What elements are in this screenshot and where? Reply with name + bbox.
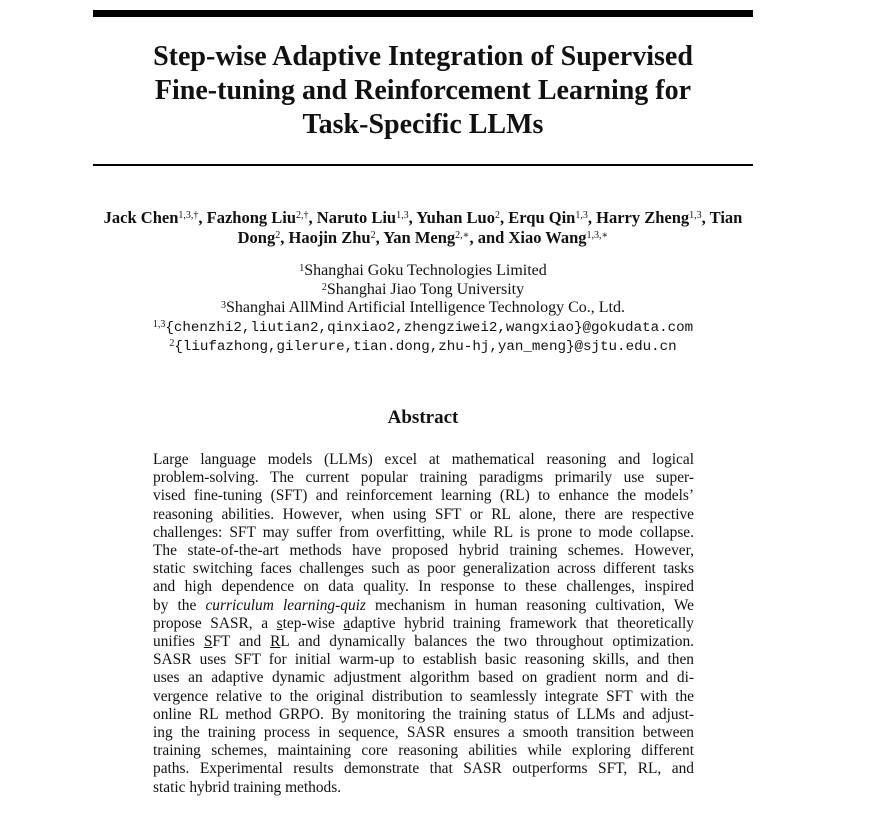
author-affiliation-sup: 1,3	[689, 210, 702, 221]
abstract-line: static hybrid training methods.	[153, 778, 342, 796]
author-affiliation-sup: 1,3,†	[178, 210, 199, 221]
author-affiliation-sup: 2	[275, 230, 281, 241]
author-affiliation-sup: 1,3,∗	[586, 230, 609, 241]
author-affiliation-sup: 1,3	[575, 210, 588, 221]
affiliation-text: Shanghai Goku Technologies Limited	[304, 262, 547, 279]
title-line: Fine-tuning and Reinforcement Learning for	[154, 75, 692, 106]
author	[104, 208, 199, 227]
title-line: Task-Specific LLMs	[302, 109, 544, 140]
author-affiliation-sup: 1,3	[396, 210, 409, 221]
author	[596, 208, 702, 227]
abstract-line: uses an adaptive dynamic adjustment algorithm based on gradient norm and di-	[153, 669, 694, 687]
author	[416, 208, 500, 227]
affiliations-block	[93, 262, 753, 357]
author-name: Haojin Zhu	[288, 228, 371, 247]
abstract-line: paths. Experimental results demonstrate that SASR outperforms SFT, RL, and	[153, 760, 694, 778]
abstract-body	[153, 451, 694, 797]
abstract-line: online RL method GRPO. By monitoring the training status of LLMs and adjust-	[153, 705, 694, 723]
author-name: Harry Zheng	[596, 208, 690, 227]
author	[317, 208, 409, 227]
affiliation-sup: 3	[221, 300, 227, 311]
abstract-line: vergence relative to the original distribution to seamlessly integrate SFT with the	[153, 687, 694, 705]
abstract-line: problem-solving. The current popular training paradigms primarily use super-	[153, 469, 694, 487]
email-text: {chenzhi2,liutian2,qinxiao2,zhengziwei2,wangxiao}@gokudata.com	[165, 319, 694, 336]
author-name: Tian Dong	[237, 208, 743, 247]
author-name: Jack Chen	[103, 208, 179, 227]
author-affiliation-sup: 2	[370, 230, 376, 241]
underlined-letter: a	[343, 614, 351, 632]
author-name: Yuhan Luo	[416, 208, 495, 227]
email-line	[93, 318, 753, 338]
abstract-heading: Abstract	[387, 407, 459, 428]
underlined-letter: R	[270, 633, 281, 651]
author-list: Jack Chen$^{1,3,\dagger}$, Fazhong Liu$^{2,\dagger}$, Naruto Liu$^{1,3}$, Yuhan Luo$^2$, Erqu Qin$^{1,3}$, Harry Zheng$^{1,3}$, Tian Dong$^2$, Haojin Zhu$^2$, Yan Meng$^{2,∗}$, and Xiao Wang$^{1,3,∗}$	[103, 208, 743, 247]
email-text: {liufazhong,gilerure,tian.dong,zhu-hj,yan_meng}@sjtu.edu.cn	[174, 339, 677, 355]
abstract-line: training schemes, maintaining core reasoning abilities while exploring different	[153, 742, 694, 760]
author-name: Naruto Liu	[316, 208, 397, 227]
abstract-line: Large language models (LLMs) excel at mathematical reasoning and logical	[153, 451, 694, 468]
author	[288, 228, 375, 247]
author	[383, 228, 469, 247]
abstract-line: unifies SFT and RL and dynamically balances the two throughout optimization.	[153, 633, 694, 651]
abstract-line: SASR uses SFT for initial warm-up to establish basic reasoning skills, and then	[153, 651, 694, 669]
email-line	[93, 337, 753, 357]
author-affiliation-sup: 2	[495, 210, 500, 221]
email-sup: 2	[169, 338, 175, 349]
paper-title	[93, 40, 753, 142]
author	[207, 208, 309, 227]
author-name: Xiao Wang	[508, 228, 587, 247]
affiliation	[93, 281, 753, 300]
abstract-line: and high dependence on data quality. In response to these challenges, inspired	[153, 578, 694, 596]
author-affiliation-sup: 2,∗	[455, 230, 470, 241]
affiliation-sup: 2	[321, 281, 327, 293]
email-sup: 1,3	[152, 318, 166, 330]
title-rule	[93, 164, 753, 166]
abstract-line: static switching faces challenges such as poor generalization across different tasks	[153, 560, 694, 578]
abstract-line: ing the training process in sequence, SASR ensures a smooth transition between	[153, 724, 694, 742]
abstract-line: reasoning abilities. However, when using SFT or RL alone, there are respective	[153, 505, 694, 523]
abstract-line: vised fine-tuning (SFT) and reinforcement learning (RL) to enhance the models’	[153, 487, 694, 505]
affiliation	[93, 299, 753, 318]
affiliation	[93, 262, 753, 281]
top-rule	[93, 10, 753, 17]
author-name: Fazhong Liu	[206, 208, 297, 227]
abstract-line: challenges: SFT may suffer from overfitting, while RL is prone to mode collapse.	[153, 523, 694, 541]
title-line: Step-wise Adaptive Integration of Supervised	[153, 41, 693, 72]
affiliation-sup: 1	[299, 263, 305, 274]
author-affiliation-sup: 2,†	[296, 210, 309, 221]
emphasized-term: curriculum learning-quiz	[205, 596, 366, 614]
author-name: Yan Meng	[383, 228, 456, 247]
affiliation-text: Shanghai AllMind Artificial Intelligence Technology Co., Ltd.	[226, 299, 625, 316]
abstract-line: propose SASR, a step-wise adaptive hybrid training framework that theoretically	[153, 614, 694, 632]
underlined-letter: s	[276, 614, 283, 632]
affiliation-text: Shanghai Jiao Tong University	[326, 280, 525, 298]
underlined-letter: S	[203, 633, 213, 651]
abstract-line: by the curriculum learning-quiz mechanism in human reasoning cultivation, We	[153, 596, 694, 614]
author	[508, 208, 588, 227]
author-name: Erqu Qin	[508, 208, 576, 227]
abstract-line: The state-of-the-art methods have proposed hybrid training schemes. However,	[153, 542, 694, 560]
author	[508, 228, 608, 247]
